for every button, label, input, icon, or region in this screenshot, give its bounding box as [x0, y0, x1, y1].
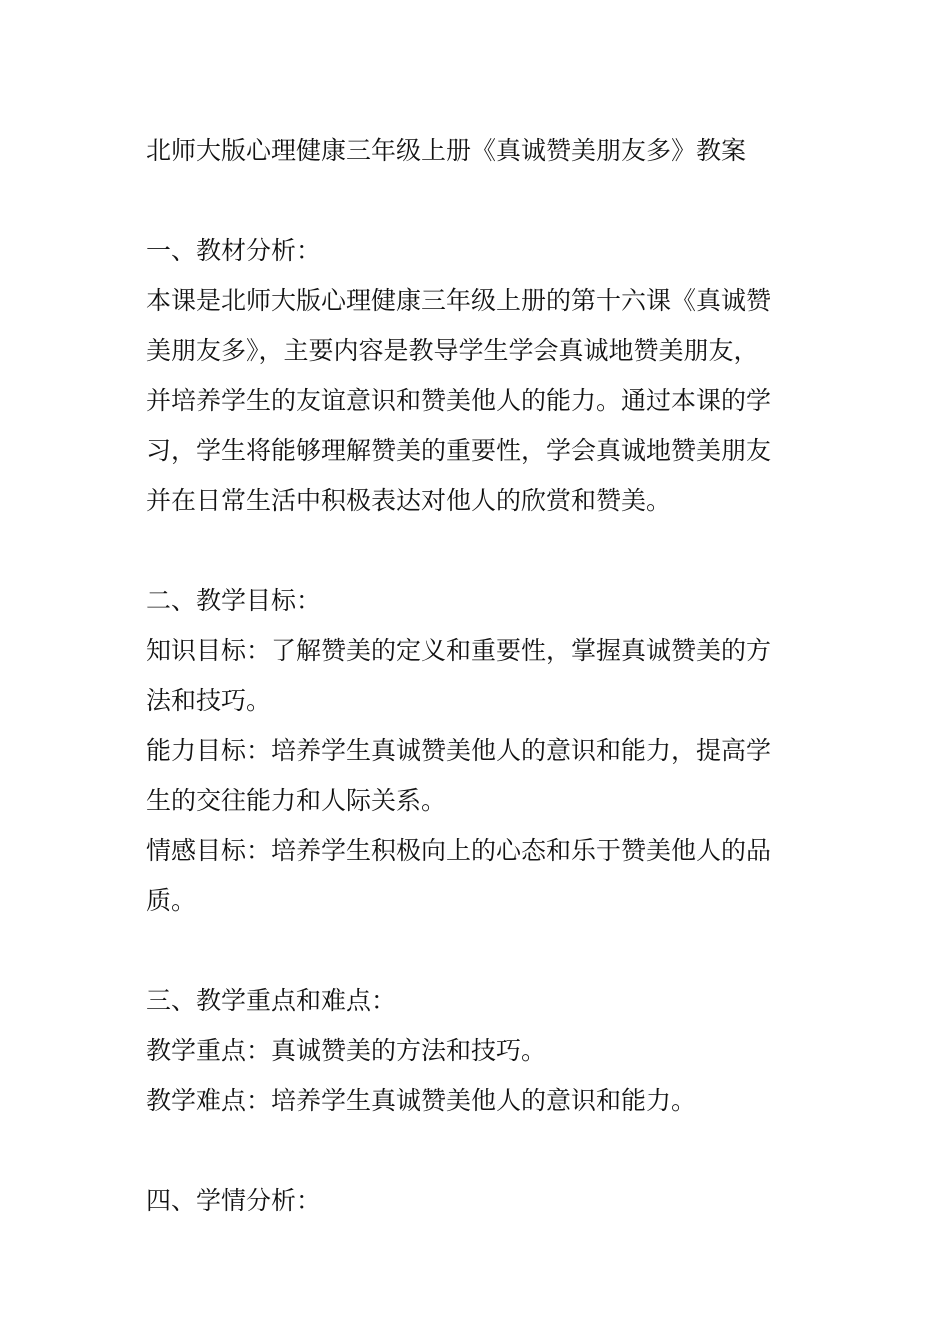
section-heading-3: 三、教学重点和难点： [146, 986, 397, 1015]
section-heading-4: 四、学情分析： [146, 1186, 322, 1215]
spacer [146, 1126, 808, 1176]
objective-line: 生的交往能力和人际关系。 [146, 786, 447, 815]
objective-line: 情感目标：培养学生积极向上的心态和乐于赞美他人的品 [146, 836, 772, 865]
section-heading-2: 二、教学目标： [146, 586, 322, 615]
paragraph-line: 并培养学生的友谊意识和赞美他人的能力。通过本课的学 [146, 386, 772, 415]
spacer [146, 926, 808, 976]
section-heading-1: 一、教材分析： [146, 236, 322, 265]
spacer [146, 526, 808, 576]
paragraph-line: 美朋友多》，主要内容是教导学生学会真诚地赞美朋友， [146, 336, 759, 365]
document-body [146, 126, 808, 1226]
objective-line: 能力目标：培养学生真诚赞美他人的意识和能力，提高学 [146, 736, 772, 765]
spacer [146, 176, 808, 226]
objective-line: 知识目标：了解赞美的定义和重要性，掌握真诚赞美的方 [146, 636, 772, 665]
document-title: 北师大版心理健康三年级上册《真诚赞美朋友多》教案 [146, 136, 747, 165]
objective-line: 法和技巧。 [146, 686, 272, 715]
key-point-line: 教学重点：真诚赞美的方法和技巧。 [146, 1036, 547, 1065]
difficulty-line: 教学难点：培养学生真诚赞美他人的意识和能力。 [146, 1086, 697, 1115]
paragraph-line: 习，学生将能够理解赞美的重要性，学会真诚地赞美朋友 [146, 436, 772, 465]
paragraph-line: 并在日常生活中积极表达对他人的欣赏和赞美。 [146, 486, 672, 515]
objective-line: 质。 [146, 886, 197, 915]
paragraph-line: 本课是北师大版心理健康三年级上册的第十六课《真诚赞 [146, 286, 772, 315]
